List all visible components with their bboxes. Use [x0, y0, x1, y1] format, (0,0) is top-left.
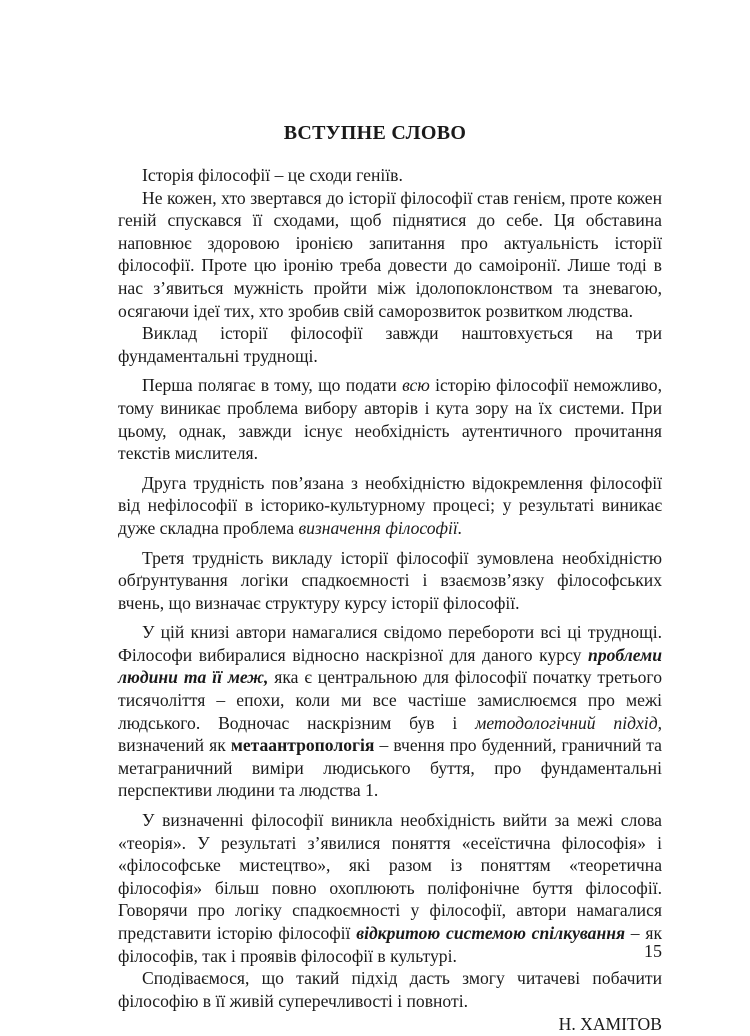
- bold-italic-text: відкритою системою спілкування: [356, 923, 626, 943]
- paragraph-1: Історія філософії – це сходи геніїв.: [142, 165, 403, 185]
- paragraph-8: У визначенні філософії виникла необхідність вийти за межі слова «теорія». У результаті з’явилися поняття «есеїстична філософія» і «філософське мистецтво», які разом із поняттям «теоретична філософія» більш повно охоплюють поліфонічне буття філософії. Говорячи про логіку спадкоємності у філософії, автори намагалися представити історію філософії відкритою системою спілкування – як філософів, так і проявів філософії в культурі.: [118, 810, 662, 966]
- emphasis-text: визначення філософії.: [298, 517, 463, 538]
- bold-term: метаантропологія: [230, 735, 375, 756]
- body-text: [118, 164, 662, 1036]
- paragraph-6: Третя трудність викладу історії філософії зумовлена необхідністю обґрунтування логіки спадкоємності і взаємозв’язку філософських вчень, що визначає структуру курсу історії філософії.: [118, 547, 662, 613]
- page-title: ВСТУПНЕ СЛОВО: [283, 122, 467, 144]
- paragraph-9: Сподіваємося, що такий підхід дасть змогу читачеві побачити філософію в її живій суперечливості і повноті.: [118, 968, 662, 1011]
- paragraph-4: Перша полягає в тому, що подати всю історію філософії неможливо, тому виникає проблема вибору авторів і кута зору на їх системи. При цьому, однак, завжди існує необхідність аутентичного прочитання текстів мислителя.: [118, 375, 662, 464]
- bold-italic-text: проблеми людини та її меж,: [118, 644, 662, 688]
- paragraph-3: Виклад історії філософії завжди наштовхується на три фундаментальні труднощі.: [118, 323, 662, 366]
- paragraph-7: У цій книзі автори намагалися свідомо перебороти всі ці труднощі. Філософи вибиралися відносно наскрізної для даного курсу проблеми людини та її меж, яка є центральною для філософії початку третього тисячоліття – епохи, коли ми все частіше замислюємся про межі людського. Водночас наскрізним був і методологічний підхід, визначений як метаантропологія – вчення про буденний, граничний та метаграничний виміри людиського буття, про фундаментальні перспективи людини та людства 1.: [118, 622, 662, 801]
- author-signature: Н. ХАМІТОВ: [558, 1014, 662, 1035]
- paragraph-5: Друга трудність пов’язана з необхідністю відокремлення філософії від нефілософії в історико-культурному процесі; у результаті виникає дуже складна проблема визначення філософії.: [118, 472, 662, 538]
- paragraph-2: Не кожен, хто звертався до історії філософії став генієм, проте кожен геній спускався її сходами, щоб піднятися до себе. Ця обставина наповнює здоровою іронією запитання про актуальність історії філософії. Проте цю іронію треба довести до самоіронії. Лише тоді в нас з’явиться мужність пройти між ідолопоклонством та зневагою, осягаючи ідеї тих, хто зробив свій саморозвиток розвитком людства.: [118, 187, 662, 321]
- emphasis-text: методологічний підхід,: [475, 712, 662, 733]
- page-number: 15: [644, 941, 662, 961]
- emphasis-text: всю: [402, 375, 430, 396]
